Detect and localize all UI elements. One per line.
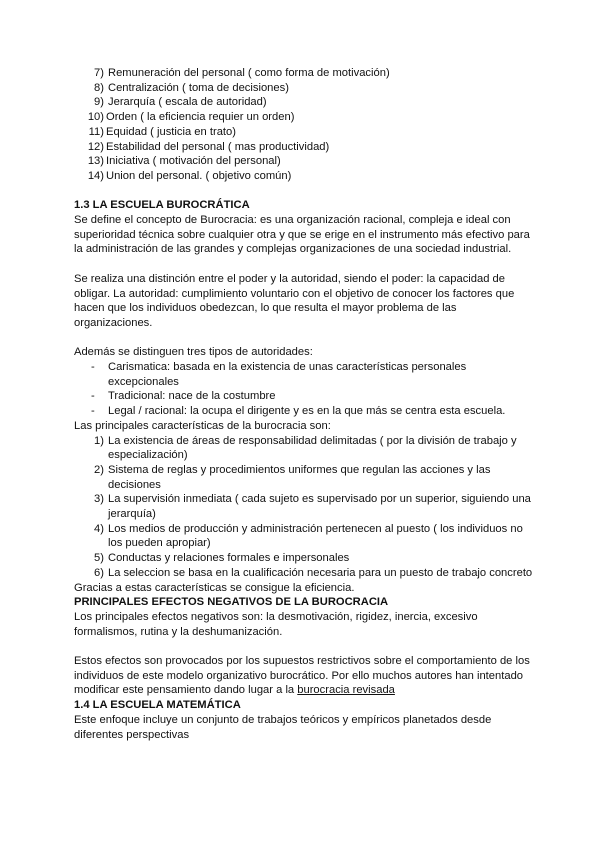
paragraph: Las principales características de la burocracia son: [74,419,331,432]
spacer [74,331,534,346]
spacer [74,639,534,654]
list-item: 14) Union del personal. ( objetivo común) [87,169,292,182]
list-item: 4) Los medios de producción y administración pertenecen al puesto ( los individuos no los pueden apropiar) [94,522,523,550]
paragraph: Este enfoque incluye un conjunto de trabajos teóricos y empíricos planetados desde diferentes perspectivas [74,713,492,741]
list-item: 9) Jerarquía ( escala de autoridad) [94,96,267,109]
spacer [74,184,534,199]
list-item: - Carismatica: basada en la existencia de unas características personales excepcionales [91,361,467,388]
list-item: 6) La seleccion se basa en la cualificación necesaria para un puesto de trabajo concreto [94,566,533,579]
document-page [74,66,534,742]
paragraph: Estos efectos son provocados por los supuestos restrictivos sobre el comportamiento de los individuos de este modelo organizativo burocrático. Por ello muchos autores han intentado modificar este pensamiento dando lugar a la burocracia revisada [74,655,530,697]
section-heading-bureaucratic: 1.3 LA ESCUELA BUROCRÁTICA [74,199,250,212]
paragraph: Los principales efectos negativos son: la desmotivación, rigidez, inercia, excesivo formalismos, rutina y la deshumanización. [74,610,478,638]
paragraph: Se realiza una distinción entre el poder y la autoridad, siendo el poder: la capacidad de obligar. La autoridad: cumplimiento voluntario con el objetivo de conocer los factores que hacen que los individuos obedezcan, lo que resulta el mayor problema de las organizaciones. [74,272,515,329]
list-item: 8) Centralización ( toma de decisiones) [94,81,289,94]
list-item: 1) La existencia de áreas de responsabilidad delimitadas ( por la división de trabajo y especialización) [94,434,517,462]
list-item: 11) Equidad ( justicia en trato) [88,125,236,138]
bureaucracy-characteristics-list [74,434,534,581]
list-item: 3) La supervisión inmediata ( cada sujeto es supervisado por un superior, siguiendo una jerarquía) [94,493,531,521]
paragraph: Además se distinguen tres tipos de autoridades: [74,346,313,359]
list-item: 5) Conductas y relaciones formales e impersonales [94,552,350,565]
list-item: - Tradicional: nace de la costumbre [91,390,276,403]
spacer [74,257,534,272]
list-item: 12) Estabilidad del personal ( mas productividad) [87,140,330,153]
authority-types-list [74,360,534,419]
paragraph: Se define el concepto de Burocracia: es una organización racional, compleja e ideal con superioridad técnica sobre cualquier otra y que se erige en el instrumento más efectivo para la administración de las grandes y complejas organizaciones de una sociedad industrial. [74,214,530,256]
list-item: 13) Iniciativa ( motivación del personal) [87,155,281,168]
burocracia-revisada-link[interactable]: burocracia revisada [297,684,395,697]
list-item: 2) Sistema de reglas y procedimientos uniformes que regulan las acciones y las decisiones [94,463,491,491]
section-heading-mathematical: 1.4 LA ESCUELA MATEMÁTICA [74,699,241,712]
section-heading-negative-effects: PRINCIPALES EFECTOS NEGATIVOS DE LA BUROCRACIA [74,596,389,609]
principles-list-continued [74,66,534,184]
list-item: 10) Orden ( la eficiencia requier un orden) [87,111,295,124]
list-item: - Legal / racional: la ocupa el dirigente y es en la que más se centra esta escuela. [91,405,506,418]
list-item: 7) Remuneración del personal ( como forma de motivación) [94,67,390,79]
paragraph: Gracias a estas características se consigue la eficiencia. [74,581,355,594]
